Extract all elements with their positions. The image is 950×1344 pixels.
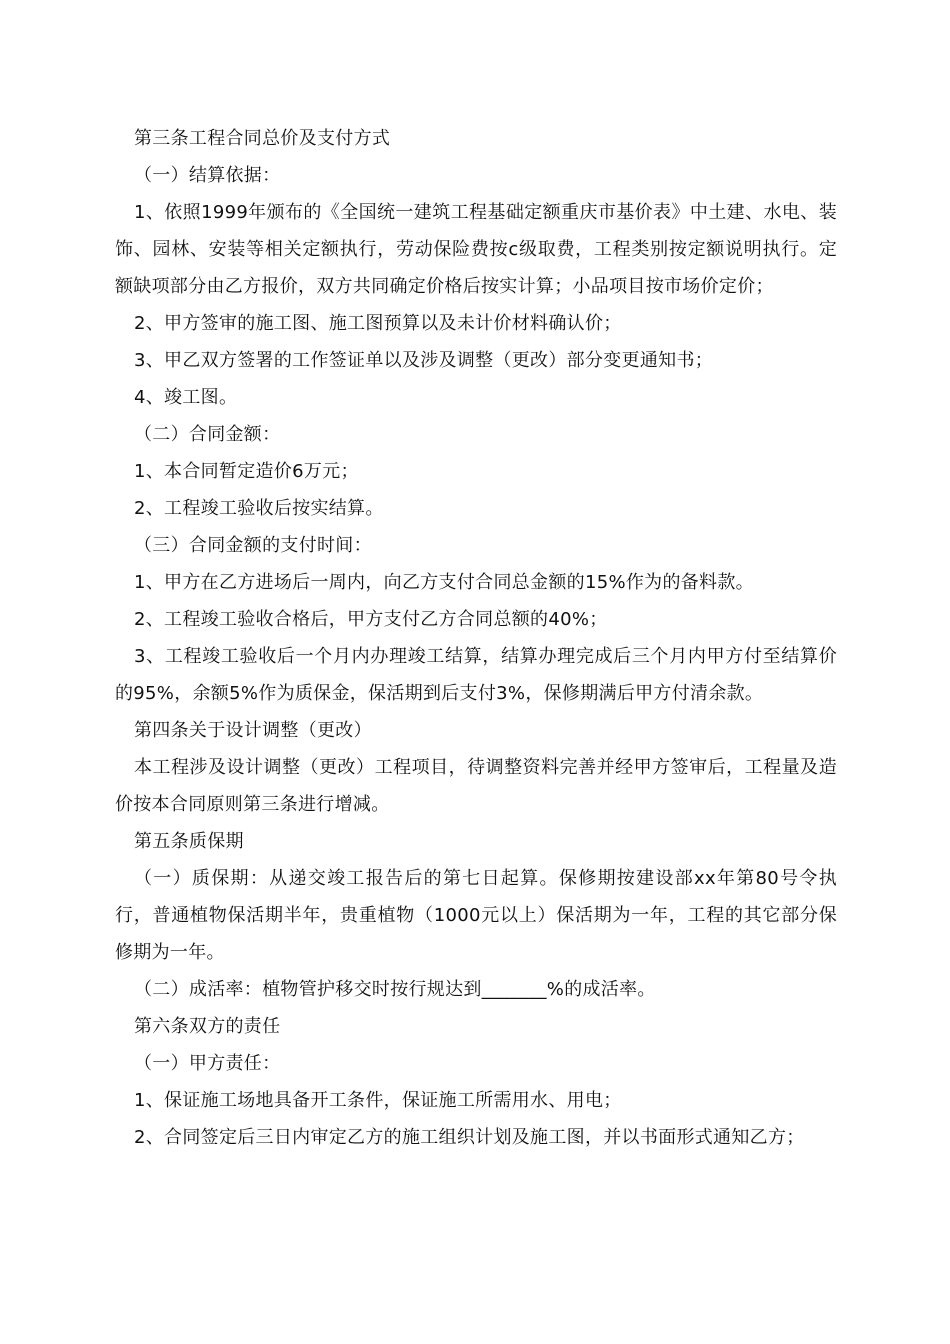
paragraph-basis-2: 2、甲方签审的施工图、施工图预算以及未计价材料确认价； <box>134 313 622 334</box>
paragraph-payment-2: 2、工程竣工验收合格后，甲方支付乙方合同总额的40%； <box>134 609 608 630</box>
section-party-a-duties: （一）甲方责任： <box>134 1053 281 1074</box>
paragraph-design-change: 本工程涉及设计调整（更改）工程项目，待调整资料完善并经甲方签审后，工程量及造价按本合同原则第三条进行增减。 <box>115 757 837 815</box>
article-5-heading: 第五条质保期 <box>134 831 244 852</box>
article-6-heading: 第六条双方的责任 <box>134 1016 281 1037</box>
article-4-heading: 第四条关于设计调整（更改） <box>134 720 372 741</box>
paragraph-amount-2: 2、工程竣工验收后按实结算。 <box>134 498 384 519</box>
document-page <box>115 120 837 1156</box>
paragraph-basis-4: 4、竣工图。 <box>134 387 238 408</box>
paragraph-payment-3: 3、工程竣工验收后一个月内办理竣工结算，结算办理完成后三个月内甲方付至结算价的95%，余额5%作为质保金，保活期到后支付3%，保修期满后甲方付清余款。 <box>115 646 837 704</box>
paragraph-duty-1: 1、保证施工场地具备开工条件，保证施工所需用水、用电； <box>134 1090 622 1111</box>
paragraph-payment-1: 1、甲方在乙方进场后一周内，向乙方支付合同总金额的15%作为的备料款。 <box>134 572 754 593</box>
article-3-heading: 第三条工程合同总价及支付方式 <box>134 128 391 149</box>
section-contract-amount: （二）合同金额： <box>134 424 281 445</box>
paragraph-duty-2: 2、合同签定后三日内审定乙方的施工组织计划及施工图，并以书面形式通知乙方； <box>134 1127 805 1148</box>
paragraph-amount-1: 1、本合同暂定造价6万元； <box>134 461 359 482</box>
paragraph-basis-1: 1、依照1999年颁布的《全国统一建筑工程基础定额重庆市基价表》中土建、水电、装饰、园林、安装等相关定额执行，劳动保险费按c级取费，工程类别按定额说明执行。定额缺项部分由乙方报价，双方共同确定价格后按实计算；小品项目按市场价定价； <box>115 202 837 297</box>
paragraph-survival-rate: （二）成活率：植物管护移交时按行规达到_______%的成活率。 <box>134 979 656 1000</box>
section-payment-time: （三）合同金额的支付时间： <box>134 535 372 556</box>
section-settlement-basis: （一）结算依据： <box>134 165 281 186</box>
paragraph-warranty-period: （一）质保期：从递交竣工报告后的第七日起算。保修期按建设部xx年第80号令执行，普通植物保活期半年，贵重植物（1000元以上）保活期为一年，工程的其它部分保修期为一年。 <box>115 868 837 963</box>
paragraph-basis-3: 3、甲乙双方签署的工作签证单以及涉及调整（更改）部分变更通知书； <box>134 350 714 371</box>
